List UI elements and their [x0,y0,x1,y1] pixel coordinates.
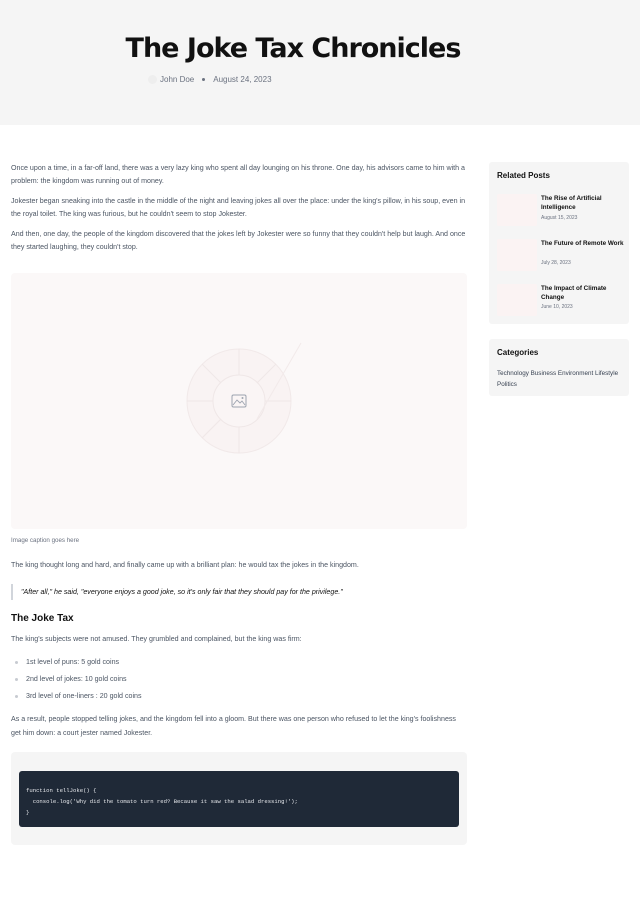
post-date: June 10, 2023 [541,304,573,310]
article-intro [11,162,467,261]
avatar [148,75,157,84]
article-meta [148,75,272,84]
article-header [0,0,640,125]
paragraph: And then, one day, the people of the kingdom discovered that the jokes left by Jokester were so funny that they couldn't help but laugh. And once they started laughing, they couldn't stop. [11,230,466,251]
blockquote: "After all," he said, "everyone enjoys a good joke, so it's only fair that they should pay for the privilege." [11,584,467,600]
list-item: 3rd level of one-liners : 20 gold coins [14,690,142,707]
related-posts-card [489,162,629,324]
section-heading: The Joke Tax [11,613,74,624]
post-date: August 15, 2023 [541,215,578,221]
image-caption: Image caption goes here [11,537,80,544]
tax-list [14,656,142,707]
category-links[interactable]: Technology Business Environment Lifestyle Politics [497,370,619,388]
code-line: } [26,809,30,816]
publish-date: August 24, 2023 [213,75,272,84]
related-posts-heading: Related Posts [497,171,550,180]
article-image [11,273,467,529]
post-title[interactable]: The Rise of Artificial Intelligence [541,195,602,211]
post-thumbnail[interactable] [497,194,537,226]
categories-card [489,339,629,396]
paragraph: The king's subjects were not amused. They grumbled and complained, but the king was firm: [11,635,302,643]
related-post[interactable] [497,239,627,271]
post-date: July 28, 2023 [541,260,571,266]
paragraph: Jokester began sneaking into the castle in the middle of the night and leaving jokes all over the place: under the king's pillow, in his soup, even in the royal toilet. The king was furious, but he couldn't seem to stop Jokester. [11,197,466,218]
post-title[interactable]: The Impact of Climate Change [541,285,607,301]
related-post[interactable] [497,284,627,316]
page-title: The Joke Tax Chronicles [125,33,461,64]
paragraph: As a result, people stopped telling jokes, and the kingdom fell into a gloom. But there was one person who refused to let the king's foolishness get him down: a court jester named Jokester. [11,715,456,737]
code-line: function tellJoke() { [26,787,97,794]
categories-heading: Categories [497,348,539,357]
image-placeholder-graphic [11,273,467,529]
meta-separator [202,78,205,81]
code-block-container [11,752,467,845]
post-title[interactable]: The Future of Remote Work [541,240,624,247]
list-item: 2nd level of jokes: 10 gold coins [14,673,142,690]
related-post[interactable] [497,194,627,226]
post-thumbnail[interactable] [497,239,537,271]
code-block [19,771,459,827]
paragraph: Once upon a time, in a far-off land, there was a very lazy king who spent all day lounging on his throne. One day, his advisors came to him with a problem: the kingdom was running out of money. [11,164,465,185]
code-line: console.log('Why did the tomato turn red? Because it saw the salad dressing!'); [26,798,298,805]
author-name[interactable]: John Doe [160,75,195,84]
paragraph: The king thought long and hard, and finally came up with a brilliant plan: he would tax the jokes in the kingdom. [11,561,359,569]
post-thumbnail[interactable] [497,284,537,316]
list-item: 1st level of puns: 5 gold coins [14,656,142,673]
